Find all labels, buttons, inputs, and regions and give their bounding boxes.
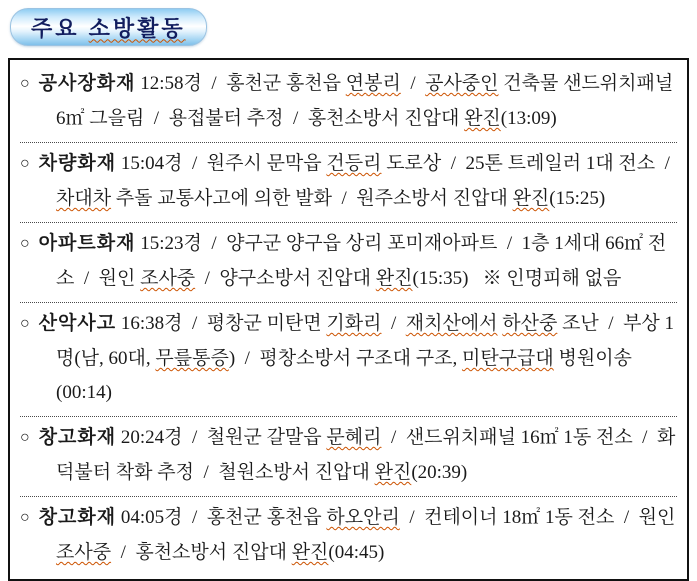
bullet-circle-icon: ○	[20, 75, 30, 92]
spellcheck-underlined-text: 하오안리	[326, 507, 400, 528]
plain-text: 20:24경 / 철원군 갈말읍	[116, 427, 327, 448]
spellcheck-underlined-text: 미탄구급대	[461, 348, 554, 369]
plain-text: (13:09)	[500, 108, 557, 129]
incident-type-label: 산악사고	[38, 313, 117, 334]
plain-text: / 양구소방서 진압대	[195, 268, 376, 289]
bullet-circle-icon: ○	[20, 429, 30, 446]
incident-type-label: 차량화재	[38, 153, 117, 174]
plain-text: (04:45)	[328, 542, 385, 563]
incident-details-text	[56, 233, 666, 289]
plain-text: 조난 / 부상 1명(남, 60대,	[56, 313, 675, 369]
plain-text: / 컨테이너 18㎡ 1동 전소 / 원인	[399, 507, 681, 528]
spellcheck-underlined-text: 차대차	[56, 188, 112, 209]
spellcheck-underlined-text: 완진	[291, 542, 329, 563]
bullet-circle-icon: ○	[20, 315, 30, 332]
incident-type-label: 아파트화재	[38, 233, 136, 254]
incident-type-label: 공사장화재	[38, 73, 136, 94]
plain-text: 04:05경 / 홍천군 홍천읍	[116, 507, 327, 528]
spellcheck-underlined-text: 완진	[464, 108, 501, 129]
bullet-circle-icon: ○	[20, 155, 30, 172]
incident-type-label: 창고화재	[38, 427, 117, 448]
bullet-circle-icon: ○	[20, 509, 30, 526]
plain-text: 15:04경 / 원주시 문막읍	[116, 153, 327, 174]
bullet-circle-icon: ○	[20, 235, 30, 252]
plain-text: /	[400, 73, 426, 94]
spellcheck-underlined-text: 무릎통증	[155, 348, 229, 369]
plain-text: /	[381, 313, 406, 334]
report-item	[20, 143, 680, 223]
plain-text: 도로상 / 25톤 트레일러 1대 전소 /	[381, 153, 680, 174]
incident-details-text	[56, 507, 680, 563]
plain-text: 주요	[31, 15, 89, 41]
plain-text: / 홍천소방서 진압대	[111, 542, 292, 563]
spellcheck-underlined-text: 완진	[512, 188, 550, 209]
spellcheck-underlined-text: 조사중	[140, 268, 196, 289]
report-item	[20, 497, 681, 576]
report-box	[8, 58, 689, 581]
spellcheck-underlined-text: 완진	[374, 462, 412, 483]
plain-text: 12:58경 / 홍천군 홍천읍	[135, 73, 346, 94]
page-title	[31, 12, 186, 43]
incident-details-text	[56, 427, 675, 483]
plain-text: (15:25)	[549, 188, 606, 209]
plain-text: 병원이송(00:14)	[56, 348, 632, 403]
plain-text: (15:35) ※ 인명피해 없음	[412, 268, 622, 289]
section-title-banner	[10, 8, 207, 46]
plain-text: 15:23경 / 양구군 양구읍 상리 포미재아파트 / 1층 1세대 66㎡ 전소 / 원인	[56, 233, 667, 289]
spellcheck-underlined-text: 소방활동	[88, 15, 186, 41]
spellcheck-underlined-text: 문혜리	[326, 427, 382, 448]
incident-details-text	[56, 73, 678, 129]
spellcheck-underlined-text: 조사중	[56, 542, 112, 563]
report-item	[20, 63, 677, 143]
incident-details-text	[56, 313, 674, 403]
plain-text: 16:38경 / 평창군 미탄면	[116, 313, 327, 334]
spellcheck-underlined-text: 완진	[375, 268, 413, 289]
incident-details-text	[56, 153, 679, 209]
plain-text: / 샌드위치패널 16㎡ 1동 전소 / 화덕불터 착화 추정 / 철원소방서 진압대	[56, 427, 676, 483]
plain-text: 건축물 샌드위치패널 6㎡ 그을림 / 용접불터 추정 / 홍천소방서 진압대	[56, 73, 678, 129]
spellcheck-underlined-text: 재치산에서	[405, 313, 498, 334]
spellcheck-underlined-text: 건등리	[326, 153, 382, 174]
report-item	[20, 223, 677, 303]
incident-type-label: 창고화재	[38, 507, 117, 528]
plain-text: ) / 평창소방서 구조대 구조,	[228, 348, 462, 369]
spellcheck-underlined-text: 하산중	[502, 313, 558, 334]
report-item	[20, 303, 677, 417]
plain-text: 추돌 교통사고에 의한 발화 / 원주소방서 진압대	[111, 188, 513, 209]
spellcheck-underlined-text: 기화리	[326, 313, 382, 334]
report-item	[20, 417, 677, 497]
spellcheck-underlined-text: 연봉리	[345, 73, 401, 94]
spellcheck-underlined-text: 공사중인	[425, 73, 499, 94]
plain-text: (20:39)	[411, 462, 468, 483]
